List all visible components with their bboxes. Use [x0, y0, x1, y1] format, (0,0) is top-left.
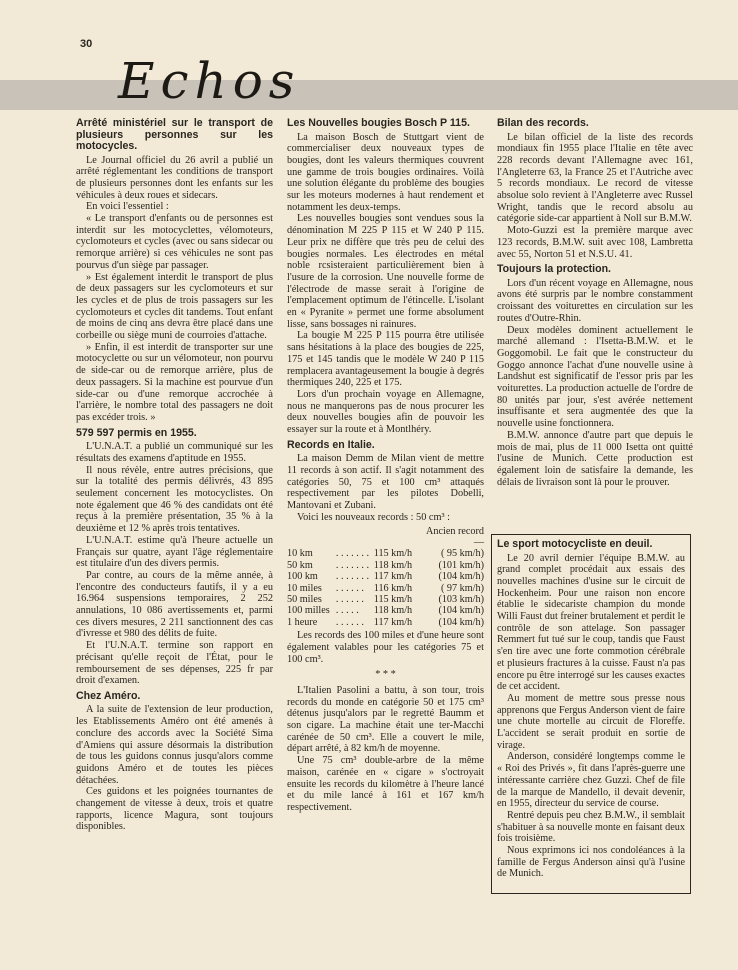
record-old: (101 km/h) — [438, 559, 484, 571]
leader-dots: . . . . . . — [335, 593, 364, 605]
paragraph: En voici l'essentiel : — [86, 201, 169, 213]
table-row — [287, 548, 484, 559]
paragraph: Les nouvelles bougies sont vendues sous la dénomination M 225 P 115 et W 240 P 115. Leur prix ne diffère que très peu de celui des bougies normales. Les électrodes en métal noble rcsisteraient particulièrement bien à l'usure de la corrosion. Une nouvelle forme de l'électrode de masse serait à l'origine de l'emplacement optimum de l'étincelle. L'isolant en « Pyranite » permet une forme absolument lisse, sans bossages ni rainures. — [287, 213, 484, 330]
leader-dots: . . . . . — [335, 605, 359, 617]
record-speed: 116 km/h — [373, 582, 413, 594]
record-speed: 115 km/h — [373, 593, 413, 605]
separator-stars: * * * — [375, 669, 396, 681]
table-row — [287, 560, 484, 571]
paragraph: Anderson, considéré longtemps comme le « Roi des Privés », fit dans l'après-guerre une intéressante carrière chez Guzzi. Chef de file de la marque de Mandello, il devait devenir, en 1955, directeur du service de course. — [497, 751, 685, 810]
record-speed: 118 km/h — [373, 605, 413, 617]
paragraph: Voici les nouveaux records : 50 cm³ : — [297, 511, 451, 523]
section-title: Echos — [118, 52, 301, 110]
paragraph: Une 75 cm³ double-arbre de la même maison, carénée en « cigare » s'octroyait ensuite les records du kilomètre à l'heure lancé et du mile lancé à 161 et 167 km/h respectivement. — [287, 755, 484, 813]
record-speed: 117 km/h — [373, 616, 413, 628]
record-old: (104 km/h) — [438, 605, 484, 617]
records-table — [287, 526, 484, 629]
paragraph: La maison Bosch de Stuttgart vient de commercialiser deux nouveaux types de bougies, dont les valeurs thermiques couvrent une gamme de trois bougies ordinaires. Voilà une solution élégante du problème des bougies sur les moteurs modernes à haut rendement et notamment les deux-temps. — [287, 131, 484, 213]
paragraph: B.M.W. annonce d'autre part que depuis le mois de mai, plus de 11 000 Isetta ont quitté l'usine de Munich. Cette production est également loin de satisfaire la demande, les délais de livraison sont là pour le prouver. — [497, 429, 693, 488]
paragraph: Rentré depuis peu chez B.M.W., il semblait s'habituer à sa nouvelle monte en faisant deux fois troisième. — [497, 809, 685, 845]
leader-dots: . . . . . . . — [335, 571, 369, 583]
heading-records-italie: Records en Italie. — [287, 438, 375, 451]
table-row — [287, 617, 484, 628]
column-1 — [76, 114, 273, 833]
paragraph: L'U.N.A.T. a publié un communiqué sur les résultats des examens d'aptitude en 1955. — [76, 441, 273, 464]
record-distance: 50 miles — [287, 593, 322, 605]
ancien-dash: — — [473, 536, 484, 548]
record-distance: 10 miles — [287, 582, 322, 594]
paragraph: Et l'U.N.A.T. termine son rapport en précisant qu'elle reçoit de l'État, pour le remboursement de ses dépenses, 225 fr par droit d'examen. — [76, 640, 273, 687]
paragraph: Au moment de mettre sous presse nous apprenons que Fergus Anderson vient de faire une chute mortelle au circuit de Floreffe. L'accident se serait produit en sortie de virage. — [497, 692, 685, 751]
heading-deuil: Le sport motocycliste en deuil. — [497, 538, 653, 550]
paragraph: La bougie M 225 P 115 pourra être utilisée sans hésitations à la place des bougies de 225, 175 et 145 tandis que le modèle W 240 P 115 remplacera avantageusement la bougie à degrés thermiques 240, 225 et 175. — [287, 330, 484, 389]
table-row — [287, 571, 484, 582]
record-old: (104 km/h) — [438, 616, 484, 628]
paragraph: Le Journal officiel du 26 avril a publié un arrêté réglementant les conditions de transport de plusieurs personnes dont les enfants sur les véhicules à deux roues et sidecars. — [76, 154, 273, 201]
paragraph: A la suite de l'extension de leur production, les Etablissements Améro ont été amenés à conclure des accords avec la Société Sima d'Amiens qui assure désormais la distribution de tous les guidons connus jusqu'alors comme guidons Améro et de toutes les pièces détachées. — [76, 704, 273, 786]
record-distance: 50 km — [287, 559, 313, 571]
paragraph: L'Italien Pasolini a battu, à son tour, trois records du monde en catégorie 50 et 175 cm³ détenus jusqu'alors par le regretté Baumm et son cigare. La machine était une ter-Macchi carénée de 50 cm³. Elle a couvert le mile, départ arrêté, à 82 km/h de moyenne. — [287, 684, 484, 755]
leader-dots: . . . . . . . — [335, 559, 369, 571]
paragraph: Par contre, au cours de la même année, à l'encontre des conducteurs fautifs, il y a eu 16.964 suspensions temporaires, 2 252 annulations, 10 086 avertissements et, parmi ces divers mesures, 2 211 sanctionnent des cas d'ivresse et 980 des délits de fuite. — [76, 569, 273, 640]
header-band — [0, 80, 738, 110]
paragraph: Moto-Guzzi est la première marque avec 123 records, B.M.W. suit avec 108, Lambretta avec 55, Norton 51 et N.S.U. 41. — [497, 225, 693, 260]
heading-protection: Toujours la protection. — [497, 263, 611, 276]
record-speed: 118 km/h — [373, 559, 413, 571]
paragraph: « Le transport d'enfants ou de personnes est interdit sur les motocyclettes, vélomoteurs, cyclomoteurs et cycles (avec ou sans sidecar ou remorque arrière) si ces véhicules ne sont pas pourvus d'un siège par passager. — [76, 213, 273, 271]
heading-amero: Chez Améro. — [76, 689, 141, 702]
deuil-box — [491, 534, 691, 894]
record-distance: 10 km — [287, 548, 313, 560]
leader-dots: . . . . . . — [335, 582, 364, 594]
paragraph: L'U.N.A.T. estime qu'à l'heure actuelle un Français sur quatre, ayant l'âge réglementaire est titulaire d'un des divers permis. — [76, 534, 273, 570]
paragraph: Deux modèles dominent actuellement le marché allemand : l'Isetta-B.M.W. et le Goggomobil. Le fait que le constructeur du Goggo annonce l'achat d'une nouvelle usine à Landshut est significatif de l'essor pris par les voiturettes. La production actuelle de l'ordre de 80 unités par jour, s'est avérée nettement insuffisante et sera augmentée des que la nouvelle usine fonctionnera. — [497, 324, 693, 430]
paragraph: Le 20 avril dernier l'équipe B.M.W. au grand complet procédait aux essais des nouvelles machines d'usine sur le circuit de Hockenheim. Pour une raison non encore établie le sidecariste champion du monde Willi Faust dut freiner brutalement et perdit le contrôle de son attelage. Son passager Remmert fut tué sur le coup, tandis que Faust s'en tire avec une forte commotion cérébrale et plusieurs fractures à la cuisse. Faust n'a pas encore pu être interrogé sur les causes exactes de cet accident. — [497, 552, 685, 693]
heading-permis: 579 597 permis en 1955. — [76, 426, 197, 439]
paragraph: Nous exprimons ici nos condoléances à la famille de Fergus Anderson ainsi qu'à l'usine de Munich. — [497, 845, 685, 880]
record-speed: 115 km/h — [373, 548, 413, 560]
table-row — [287, 605, 484, 616]
paragraph: La maison Demm de Milan vient de mettre 11 records à son actif. Il s'agit notamment des catégories 50, 75 et 100 cm³ attaqués respectivement par les pilotes Dobelli, Mantovani et Zubani. — [287, 453, 484, 512]
record-old: (103 km/h) — [438, 593, 484, 605]
leader-dots: . . . . . . — [335, 616, 364, 628]
leader-dots: . . . . . . . — [335, 548, 369, 560]
paragraph: Les records des 100 miles et d'une heure sont également valables pour les catégories 75 et 100 cm³. — [287, 630, 484, 665]
table-row — [287, 594, 484, 605]
record-distance: 100 milles — [287, 605, 330, 617]
paragraph: » Est également interdit le transport de plus de deux passagers sur les cyclomoteurs et sur les cycles et de plus de trois passagers sur les cyclomoteurs et cycles dit tandems. Tout enfant de moins de cinq ans devra être placé dans une corbeille ou siège muni de courroies d'attache. — [76, 271, 273, 342]
record-old: (104 km/h) — [438, 571, 484, 583]
record-old: ( 97 km/h) — [440, 582, 484, 594]
paragraph: Lors d'un prochain voyage en Allemagne, nous ne manquerons pas de nous procurer les deux nouvelles bougies afin de pouvoir les essayer sur la route et à Montlhéry. — [287, 388, 484, 436]
heading-bosch: Les Nouvelles bougies Bosch P 115. — [287, 117, 470, 129]
paragraph: Il nous révèle, entre autres précisions, que sur la totalité des permis délivrés, 43 895 seulement concernent les motocyclistes. On note également que 46 % des candidats ont été reçus à la première présentation, 35 % à la deuxième et 12 % après trois tentatives. — [76, 464, 273, 535]
record-old: ( 95 km/h) — [440, 548, 484, 560]
record-distance: 100 km — [287, 571, 318, 583]
page-number: 30 — [80, 38, 93, 50]
record-speed: 117 km/h — [373, 571, 413, 583]
column-2 — [287, 114, 484, 814]
record-distance: 1 heure — [287, 616, 318, 628]
column-3 — [497, 114, 693, 488]
paragraph: Lors d'un récent voyage en Allemagne, nous avons été surpris par le nombre constamment croissant des voiturettes en circulation sur les routes d'Outre-Rhin. — [497, 277, 693, 324]
heading-arrete: Arrêté ministériel sur le transport de plusieurs personnes sur les motocycles. — [76, 117, 273, 152]
paragraph: Le bilan officiel de la liste des records mondiaux fin 1955 place l'Italie en tête avec 228 records devant l'Allemagne avec 161, l'Angleterre 63, la France 25 et l'Autriche avec 5 records mondiaux. Le record de vitesse absolue solo revient à l'Angleterre avec Russel Wright, tandis que le record absolu au catégorie side-car appartient à Noll sur B.M.W. — [497, 131, 693, 225]
ancien-header: Ancien record — [426, 525, 484, 537]
table-row — [287, 583, 484, 594]
paragraph: Ces guidons et les poignées tournantes de changement de vitesse à deux, trois et quatre rapports, licence Magura, sont toujours disponibles. — [76, 786, 273, 833]
heading-bilan: Bilan des records. — [497, 117, 589, 129]
paragraph: » Enfin, il est interdit de transporter sur une motocyclette ou sur un vélomoteur, non pourvu de side-car ou de remorque arrière, plus de deux passagers. Si la machine est pourvue d'un side-car ou d'une remorque accrochée à l'arrière, le nombre total des passagers ne doit pas excéder trois. » — [76, 341, 273, 423]
